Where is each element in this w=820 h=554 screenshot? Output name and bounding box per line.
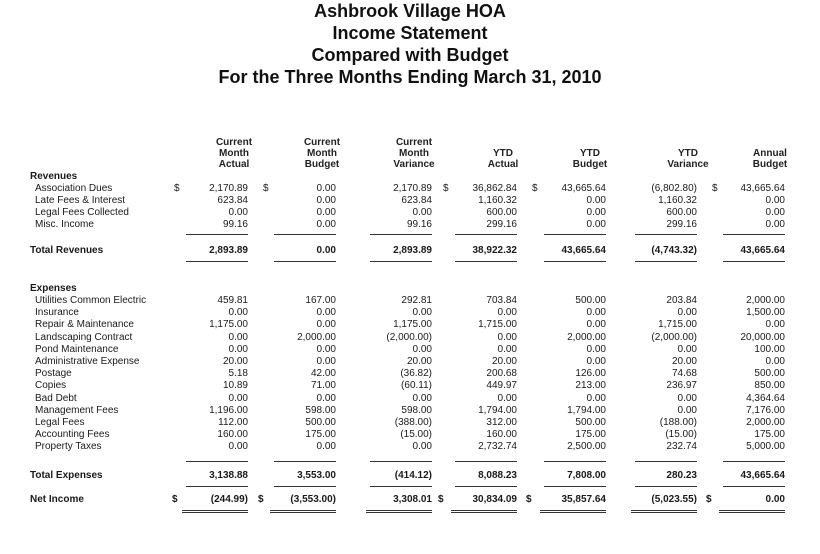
row-label: Association Dues xyxy=(35,183,113,194)
amount-cell: 500.00 xyxy=(754,368,785,380)
column-header xyxy=(735,148,805,170)
amount-cell: 3,138.88 xyxy=(209,470,248,481)
subtotal-rule xyxy=(635,234,697,235)
amount-cell: (4,743.32) xyxy=(651,245,697,256)
net-income-double-rule xyxy=(719,510,785,513)
currency-symbol: $ xyxy=(172,494,178,505)
amount-cell: (188.00) xyxy=(659,417,697,428)
column-header-line: YTD xyxy=(678,148,698,159)
amount-cell: 160.00 xyxy=(486,429,517,441)
report-title: Income Statement xyxy=(332,23,488,43)
amount-cell: 3,553.00 xyxy=(297,470,336,481)
amount-cell: 203.84 xyxy=(666,295,697,306)
amount-cell: (5,023.55) xyxy=(651,494,697,505)
amount-cell: 0.00 xyxy=(412,343,432,355)
total-rule xyxy=(723,486,785,487)
amount-cell: 99.16 xyxy=(406,219,432,230)
total-rule xyxy=(544,486,606,487)
column-header-line: Budget xyxy=(304,159,340,170)
amount-cell: 299.16 xyxy=(486,219,517,230)
row-label: Bad Debt xyxy=(35,392,77,404)
amount-cell: (36.82) xyxy=(400,368,432,380)
net-income-double-rule xyxy=(451,510,517,513)
amount-cell: 0.00 xyxy=(586,356,606,367)
amount-cell: 0.00 xyxy=(316,219,336,230)
amount-cell: 0.00 xyxy=(228,392,248,404)
amount-cell: 0.00 xyxy=(586,219,606,230)
amount-cell: 0.00 xyxy=(316,245,336,256)
total-rule xyxy=(370,261,432,262)
amount-cell: 175.00 xyxy=(305,429,336,441)
amount-cell: 1,160.32 xyxy=(658,195,697,206)
amount-cell: 2,000.00 xyxy=(567,331,606,343)
amount-cell: 36,862.84 xyxy=(472,183,517,194)
total-rule xyxy=(186,261,248,262)
expenses-heading: Expenses xyxy=(30,283,77,294)
total-rule xyxy=(274,486,336,487)
subtotal-rule xyxy=(274,461,336,462)
amount-cell: (15.00) xyxy=(400,429,432,441)
column-header-line: YTD xyxy=(580,148,600,159)
amount-cell: 43,665.64 xyxy=(740,470,785,481)
amount-cell: 292.81 xyxy=(401,295,432,306)
amount-cell: 0.00 xyxy=(497,392,517,404)
amount-cell: 0.00 xyxy=(316,356,336,367)
amount-cell: 1,715.00 xyxy=(658,319,697,331)
amount-cell: 0.00 xyxy=(586,207,606,218)
amount-cell: 99.16 xyxy=(222,219,248,230)
amount-cell: 5.18 xyxy=(228,368,248,380)
amount-cell: (6,802.80) xyxy=(651,183,697,194)
amount-cell: 0.00 xyxy=(677,404,697,416)
amount-cell: 0.00 xyxy=(497,343,517,355)
amount-cell: 600.00 xyxy=(486,207,517,218)
amount-cell: 1,160.32 xyxy=(478,195,517,206)
amount-cell: 112.00 xyxy=(218,417,248,428)
amount-cell: 2,000.00 xyxy=(297,331,336,343)
currency-symbol: $ xyxy=(174,183,180,194)
amount-cell: 0.00 xyxy=(316,343,336,355)
column-header-line: Budget xyxy=(752,159,788,170)
currency-symbol: $ xyxy=(438,494,444,505)
amount-cell: (15.00) xyxy=(665,429,697,441)
report-subtitle: Compared with Budget xyxy=(311,45,509,65)
amount-cell: 167.00 xyxy=(305,295,336,306)
amount-cell: 175.00 xyxy=(575,429,606,441)
amount-cell: 236.97 xyxy=(666,380,697,392)
amount-cell: 0.00 xyxy=(316,392,336,404)
amount-cell: 0.00 xyxy=(228,441,248,453)
currency-symbol: $ xyxy=(712,183,718,194)
total-revenues-label: Total Revenues xyxy=(30,245,104,256)
amount-cell: 0.00 xyxy=(586,195,606,206)
subtotal-rule xyxy=(370,461,432,462)
amount-cell: 0.00 xyxy=(765,195,785,206)
amount-cell: 598.00 xyxy=(305,404,336,416)
row-label: Late Fees & Interest xyxy=(35,195,126,206)
row-label: Administrative Expense xyxy=(35,356,140,367)
column-header-line: Annual xyxy=(753,148,787,159)
amount-cell: 0.00 xyxy=(316,307,336,319)
amount-cell: 0.00 xyxy=(677,392,697,404)
amount-cell: (2,000.00) xyxy=(386,331,432,343)
amount-cell: 2,170.89 xyxy=(209,183,248,194)
column-header-line: Variance xyxy=(667,159,709,170)
amount-cell: 0.00 xyxy=(765,319,785,331)
amount-cell: 500.00 xyxy=(305,417,336,428)
amount-cell: 2,893.89 xyxy=(393,245,432,256)
amount-cell: 0.00 xyxy=(316,183,336,194)
amount-cell: 500.00 xyxy=(575,295,606,306)
amount-cell: 200.68 xyxy=(486,368,517,380)
total-expenses-label: Total Expenses xyxy=(30,470,103,481)
amount-cell: 0.00 xyxy=(228,331,248,343)
amount-cell: 1,794.00 xyxy=(478,404,517,416)
subtotal-rule xyxy=(723,234,785,235)
amount-cell: 1,794.00 xyxy=(567,404,606,416)
amount-cell: 0.00 xyxy=(412,307,432,319)
currency-symbol: $ xyxy=(258,494,264,505)
amount-cell: 600.00 xyxy=(666,207,697,218)
amount-cell: 0.00 xyxy=(677,343,697,355)
amount-cell: 4,364.64 xyxy=(746,392,785,404)
subtotal-rule xyxy=(455,234,517,235)
amount-cell: 0.00 xyxy=(228,307,248,319)
amount-cell: 0.00 xyxy=(677,307,697,319)
amount-cell: 0.00 xyxy=(765,207,785,218)
amount-cell: (60.11) xyxy=(401,380,432,392)
amount-cell: 2,170.89 xyxy=(393,183,432,194)
currency-symbol: $ xyxy=(443,183,449,194)
column-header-line: Month xyxy=(307,148,337,159)
amount-cell: 0.00 xyxy=(497,307,517,319)
subtotal-rule xyxy=(544,461,606,462)
amount-cell: 2,732.74 xyxy=(478,441,517,453)
total-rule xyxy=(274,261,336,262)
total-rule xyxy=(455,486,517,487)
column-header-line: Current xyxy=(215,137,253,148)
row-label: Copies xyxy=(35,380,67,392)
column-header xyxy=(555,148,625,170)
amount-cell: (244.99) xyxy=(210,494,248,505)
amount-cell: 623.84 xyxy=(217,195,248,206)
column-header-line: Month xyxy=(219,148,249,159)
column-header xyxy=(653,148,723,170)
column-header xyxy=(468,148,538,170)
amount-cell: 20,000.00 xyxy=(740,331,785,343)
amount-cell: 299.16 xyxy=(666,219,697,230)
net-income-label: Net Income xyxy=(30,494,84,505)
amount-cell: 1,175.00 xyxy=(209,319,248,331)
column-header-line: Variance xyxy=(393,159,435,170)
amount-cell: 43,665.64 xyxy=(740,183,785,194)
amount-cell: 2,000.00 xyxy=(746,417,785,428)
column-header xyxy=(199,137,269,170)
amount-cell: 0.00 xyxy=(316,207,336,218)
amount-cell: 42.00 xyxy=(310,368,336,380)
amount-cell: 0.00 xyxy=(586,392,606,404)
amount-cell: 20.00 xyxy=(406,356,432,367)
total-rule xyxy=(544,261,606,262)
amount-cell: 30,834.09 xyxy=(472,494,517,505)
row-label: Accounting Fees xyxy=(35,429,110,441)
amount-cell: 449.97 xyxy=(486,380,517,392)
amount-cell: 850.00 xyxy=(754,380,785,392)
amount-cell: 232.74 xyxy=(666,441,697,453)
row-label: Insurance xyxy=(35,307,79,319)
amount-cell: 0.00 xyxy=(412,207,432,218)
row-label: Misc. Income xyxy=(35,219,94,230)
amount-cell: 0.00 xyxy=(228,207,248,218)
amount-cell: 126.00 xyxy=(575,368,606,380)
subtotal-rule xyxy=(455,461,517,462)
total-rule xyxy=(455,261,517,262)
subtotal-rule xyxy=(186,461,248,462)
amount-cell: 71.00 xyxy=(310,380,336,392)
amount-cell: (388.00) xyxy=(394,417,432,428)
amount-cell: 0.00 xyxy=(412,441,432,453)
total-rule xyxy=(635,486,697,487)
column-header-line: Budget xyxy=(572,159,608,170)
amount-cell: 0.00 xyxy=(316,195,336,206)
row-label: Legal Fees Collected xyxy=(35,207,129,218)
row-label: Repair & Maintenance xyxy=(35,319,134,331)
amount-cell: 43,665.64 xyxy=(561,183,606,194)
amount-cell: 7,176.00 xyxy=(746,404,785,416)
net-income-double-rule xyxy=(540,510,606,513)
amount-cell: 500.00 xyxy=(575,417,606,428)
row-label: Landscaping Contract xyxy=(35,331,133,343)
amount-cell: 623.84 xyxy=(401,195,432,206)
column-header-line: Actual xyxy=(218,159,250,170)
amount-cell: 38,922.32 xyxy=(472,245,517,256)
amount-cell: 280.23 xyxy=(666,470,697,481)
amount-cell: 8,088.23 xyxy=(478,470,517,481)
subtotal-rule xyxy=(370,234,432,235)
subtotal-rule xyxy=(723,461,785,462)
total-rule xyxy=(723,261,785,262)
amount-cell: 0.00 xyxy=(497,331,517,343)
amount-cell: 2,893.89 xyxy=(209,245,248,256)
amount-cell: 10.89 xyxy=(222,380,248,392)
amount-cell: 0.00 xyxy=(316,441,336,453)
amount-cell: 0.00 xyxy=(765,219,785,230)
amount-cell: 35,857.64 xyxy=(561,494,606,505)
amount-cell: 0.00 xyxy=(586,343,606,355)
subtotal-rule xyxy=(186,234,248,235)
column-header-line: YTD xyxy=(493,148,513,159)
amount-cell: 312.00 xyxy=(486,417,517,428)
row-label: Legal Fees xyxy=(35,417,85,428)
amount-cell: 1,196.00 xyxy=(209,404,248,416)
amount-cell: 2,500.00 xyxy=(567,441,606,453)
currency-symbol: $ xyxy=(706,494,712,505)
row-label: Pond Maintenance xyxy=(35,343,119,355)
amount-cell: 43,665.64 xyxy=(561,245,606,256)
amount-cell: 20.00 xyxy=(671,356,697,367)
row-label: Management Fees xyxy=(35,404,119,416)
report-period: For the Three Months Ending March 31, 2010 xyxy=(218,67,602,87)
amount-cell: 5,000.00 xyxy=(746,441,785,453)
amount-cell: 0.00 xyxy=(586,319,606,331)
amount-cell: 0.00 xyxy=(586,307,606,319)
currency-symbol: $ xyxy=(532,183,538,194)
row-label: Postage xyxy=(35,368,72,380)
amount-cell: 598.00 xyxy=(401,404,432,416)
column-header xyxy=(287,137,357,170)
amount-cell: 100.00 xyxy=(754,343,785,355)
amount-cell: 703.84 xyxy=(486,295,517,306)
subtotal-rule xyxy=(274,234,336,235)
amount-cell: 7,808.00 xyxy=(567,470,606,481)
total-rule xyxy=(635,261,697,262)
column-header xyxy=(379,137,449,170)
row-label: Property Taxes xyxy=(35,441,102,453)
amount-cell: 160.00 xyxy=(217,429,248,441)
column-header-line: Month xyxy=(399,148,429,159)
net-income-double-rule xyxy=(182,510,248,513)
amount-cell: 20.00 xyxy=(491,356,517,367)
amount-cell: (414.12) xyxy=(394,470,432,481)
net-income-double-rule xyxy=(270,510,336,513)
amount-cell: 0.00 xyxy=(412,392,432,404)
amount-cell: 74.68 xyxy=(671,368,697,380)
subtotal-rule xyxy=(544,234,606,235)
amount-cell: 3,308.01 xyxy=(393,494,432,505)
amount-cell: 459.81 xyxy=(217,295,248,306)
amount-cell: 1,715.00 xyxy=(478,319,517,331)
column-header-line: Current xyxy=(303,137,341,148)
total-rule xyxy=(186,486,248,487)
net-income-double-rule xyxy=(631,510,697,513)
row-label: Utilities Common Electric xyxy=(35,295,147,306)
amount-cell: 0.00 xyxy=(765,356,785,367)
amount-cell: 1,175.00 xyxy=(393,319,432,331)
amount-cell: 2,000.00 xyxy=(746,295,785,306)
amount-cell: 20.00 xyxy=(222,356,248,367)
amount-cell: 43,665.64 xyxy=(740,245,785,256)
amount-cell: 175.00 xyxy=(754,429,785,441)
amount-cell: (3,553.00) xyxy=(290,494,336,505)
net-income-double-rule xyxy=(366,510,432,513)
amount-cell: 213.00 xyxy=(575,380,606,392)
currency-symbol: $ xyxy=(526,494,532,505)
total-rule xyxy=(370,486,432,487)
org-title: Ashbrook Village HOA xyxy=(314,1,506,21)
revenues-heading: Revenues xyxy=(30,171,78,182)
amount-cell: (2,000.00) xyxy=(651,331,697,343)
column-header-line: Actual xyxy=(487,159,519,170)
currency-symbol: $ xyxy=(263,183,269,194)
column-header-line: Current xyxy=(395,137,433,148)
amount-cell: 0.00 xyxy=(228,343,248,355)
amount-cell: 0.00 xyxy=(316,319,336,331)
subtotal-rule xyxy=(635,461,697,462)
amount-cell: 1,500.00 xyxy=(746,307,785,319)
amount-cell: 0.00 xyxy=(765,494,785,505)
